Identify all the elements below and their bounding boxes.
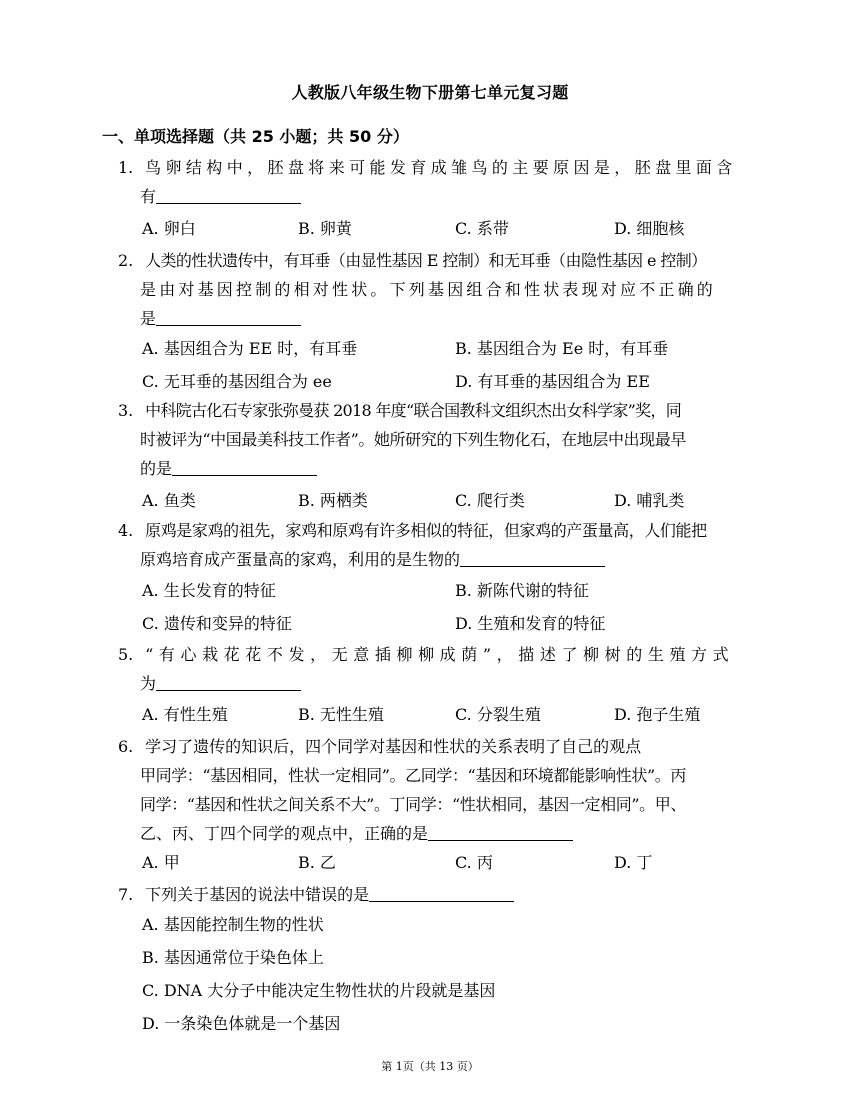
question-6 [118, 732, 762, 848]
option-b[interactable]: B. 基因组合为 Ee 时，有耳垂 [455, 339, 669, 358]
question-text: 有 [140, 187, 157, 206]
option-b[interactable]: B. 新陈代谢的特征 [455, 581, 589, 600]
question-number: 3. [118, 401, 134, 420]
question-number: 4. [118, 521, 134, 540]
question-number: 1. [118, 158, 134, 177]
option-d[interactable]: D. 有耳垂的基因组合为 EE [455, 372, 650, 391]
option-c[interactable]: C. 爬行类 [455, 491, 525, 510]
question-text: 乙、丙、丁四个同学的观点中，正确的是 [140, 824, 429, 843]
question-number: 2. [118, 251, 134, 270]
question-number: 6. [118, 737, 134, 756]
question-number: 5. [118, 645, 134, 664]
question-4 [118, 516, 762, 574]
option-a[interactable]: A. 基因能控制生物的性状 [142, 915, 324, 934]
question-text: 是 [140, 309, 157, 328]
option-a[interactable]: A. 卵白 [142, 219, 196, 238]
question-1 [118, 153, 762, 211]
option-b[interactable]: B. 乙 [298, 853, 336, 872]
question-text: 人类的性状遗传中，有耳垂（由显性基因 E 控制）和无耳垂（由隐性基因 e 控制） [145, 251, 707, 270]
option-d[interactable]: D. 细胞核 [614, 219, 685, 238]
option-b[interactable]: B. 无性生殖 [298, 705, 384, 724]
question-text: 原鸡培育成产蛋量高的家鸡，利用的是生物的 [140, 550, 461, 569]
page-footer: 第 1页（共 13 页） [381, 1060, 479, 1073]
answer-blank[interactable] [156, 674, 301, 691]
question-text: 下列关于基因的说法中错误的是 [145, 885, 370, 904]
question-number: 7. [118, 885, 134, 904]
question-text: 时被评为“中国最美科技工作者”。她所研究的下列生物化石，在地层中出现最早 [140, 430, 686, 449]
answer-blank[interactable] [428, 824, 573, 841]
option-d[interactable]: D. 孢子生殖 [614, 705, 701, 724]
option-c[interactable]: C. 无耳垂的基因组合为 ee [142, 372, 332, 391]
question-text: “有心栽花花不发，无意插柳柳成荫”，描述了柳树的生殖方式 [145, 645, 735, 664]
answer-blank[interactable] [172, 459, 317, 476]
question-text: 鸟卵结构中，胚盘将来可能发育成雏鸟的主要原因是，胚盘里面含 [145, 158, 737, 177]
answer-blank[interactable] [369, 885, 514, 902]
answer-blank[interactable] [156, 309, 301, 326]
question-text: 甲同学：“基因相同，性状一定相同”。乙同学：“基因和环境都能影响性状”。丙 [140, 766, 686, 785]
section-title: 一、单项选择题（共 25 小题；共 50 分） [102, 127, 409, 146]
question-text: 的是 [140, 459, 173, 478]
question-text: 中科院古化石专家张弥曼获 2018 年度“联合国教科文组织杰出女科学家”奖，同 [145, 401, 682, 420]
option-d[interactable]: D. 生殖和发育的特征 [455, 614, 606, 633]
option-d[interactable]: D. 哺乳类 [614, 491, 685, 510]
option-a[interactable]: A. 基因组合为 EE 时，有耳垂 [142, 339, 358, 358]
option-d[interactable]: D. 丁 [614, 853, 653, 872]
option-c[interactable]: C. 遗传和变异的特征 [142, 614, 292, 633]
answer-blank[interactable] [460, 550, 605, 567]
question-text: 原鸡是家鸡的祖先，家鸡和原鸡有许多相似的特征，但家鸡的产蛋量高，人们能把 [145, 521, 707, 540]
option-c[interactable]: C. 系带 [455, 219, 509, 238]
option-b[interactable]: B. 卵黄 [298, 219, 352, 238]
question-2 [118, 246, 762, 333]
question-5 [118, 640, 762, 698]
question-text: 是由对基因控制的相对性状。下列基因组合和性状表现对应不正确的 [140, 280, 717, 299]
question-text: 同学：“基因和性状之间关系不大”。丁同学：“性状相同，基因一定相同”。甲、 [140, 795, 686, 814]
option-a[interactable]: A. 鱼类 [142, 491, 196, 510]
question-7 [118, 880, 762, 909]
option-d[interactable]: D. 一条染色体就是一个基因 [142, 1014, 341, 1033]
question-3 [118, 396, 762, 483]
option-a[interactable]: A. 生长发育的特征 [142, 581, 276, 600]
question-text: 为 [140, 674, 157, 693]
option-b[interactable]: B. 两栖类 [298, 491, 368, 510]
option-b[interactable]: B. 基因通常位于染色体上 [142, 948, 324, 967]
page-title: 人教版八年级生物下册第七单元复习题 [291, 83, 569, 102]
question-text: 学习了遗传的知识后，四个同学对基因和性状的关系表明了自己的观点 [145, 737, 642, 756]
option-a[interactable]: A. 甲 [142, 853, 180, 872]
option-c[interactable]: C. DNA 大分子中能决定生物性状的片段就是基因 [142, 981, 496, 1000]
option-c[interactable]: C. 分裂生殖 [455, 705, 541, 724]
option-c[interactable]: C. 丙 [455, 853, 493, 872]
option-a[interactable]: A. 有性生殖 [142, 705, 228, 724]
answer-blank[interactable] [156, 187, 301, 204]
